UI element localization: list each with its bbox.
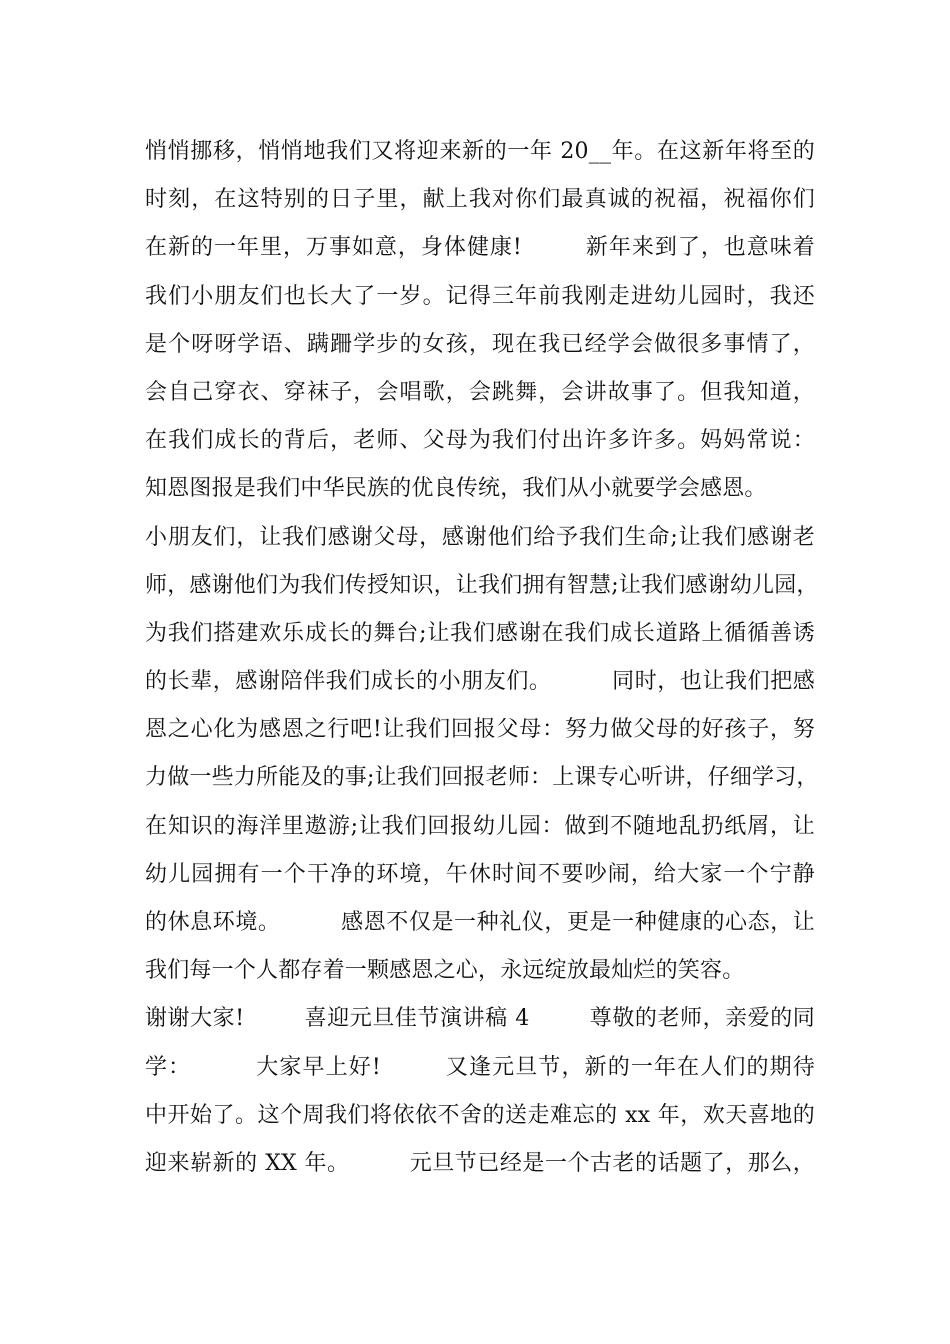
text-line: 在我们成长的背后，老师、父母为我们付出许多许多。妈妈常说： <box>145 428 815 454</box>
text-line: 幼儿园拥有一个干净的环境，午休时间不要吵闹，给大家一个宁静 <box>145 861 815 887</box>
text-line: 中开始了。这个周我们将依依不舍的送走难忘的 xx 年，欢天喜地的 <box>145 1102 815 1128</box>
body-text <box>145 130 819 1190</box>
text-line: 力做一些力所能及的事;让我们回报老师：上课专心听讲，仔细学习， <box>145 765 819 791</box>
text-line: 恩之心化为感恩之行吧!让我们回报父母：努力做父母的好孩子，努 <box>145 717 815 743</box>
text-line: 的长辈，感谢陪伴我们成长的小朋友们。 同时，也让我们把感 <box>145 669 815 695</box>
text-line: 是个呀呀学语、蹒跚学步的女孩，现在我已经学会做很多事情了， <box>145 331 815 357</box>
text-line: 我们每一个人都存着一颗感恩之心，永远绽放最灿烂的笑容。 <box>145 958 745 984</box>
text-line: 小朋友们，让我们感谢父母，感谢他们给予我们生命;让我们感谢老 <box>145 524 815 550</box>
text-line: 在新的一年里，万事如意，身体健康! 新年来到了，也意味着 <box>145 235 815 261</box>
text-line: 学： 大家早上好! 又逢元旦节，新的一年在人们的期待 <box>145 1054 815 1080</box>
text-line: 在知识的海洋里遨游;让我们回报幼儿园：做到不随地乱扔纸屑，让 <box>145 813 815 839</box>
text-line: 时刻，在这特别的日子里，献上我对你们最真诚的祝福，祝福你们 <box>145 187 815 213</box>
text-line: 谢谢大家! 喜迎元旦佳节演讲稿 4 尊敬的老师，亲爱的同 <box>145 1006 815 1032</box>
text-line: 为我们搭建欢乐成长的舞台;让我们感谢在我们成长道路上循循善诱 <box>145 620 815 646</box>
text-line: 迎来崭新的 XX 年。 元旦节已经是一个古老的话题了，那么， <box>145 1150 815 1176</box>
text-line: 的休息环境。 感恩不仅是一种礼仪，更是一种健康的心态，让 <box>145 910 815 935</box>
text-line: 师，感谢他们为我们传授知识，让我们拥有智慧;让我们感谢幼儿园， <box>145 572 819 598</box>
text-line: 会自己穿衣、穿袜子，会唱歌，会跳舞，会讲故事了。但我知道， <box>145 379 815 405</box>
text-line: 知恩图报是我们中华民族的优良传统，我们从小就要学会感恩。 <box>145 476 767 502</box>
text-line: 我们小朋友们也长大了一岁。记得三年前我刚走进幼儿园时，我还 <box>145 283 815 309</box>
text-line: 悄悄挪移，悄悄地我们又将迎来新的一年 20__年。在这新年将至的 <box>145 139 815 164</box>
